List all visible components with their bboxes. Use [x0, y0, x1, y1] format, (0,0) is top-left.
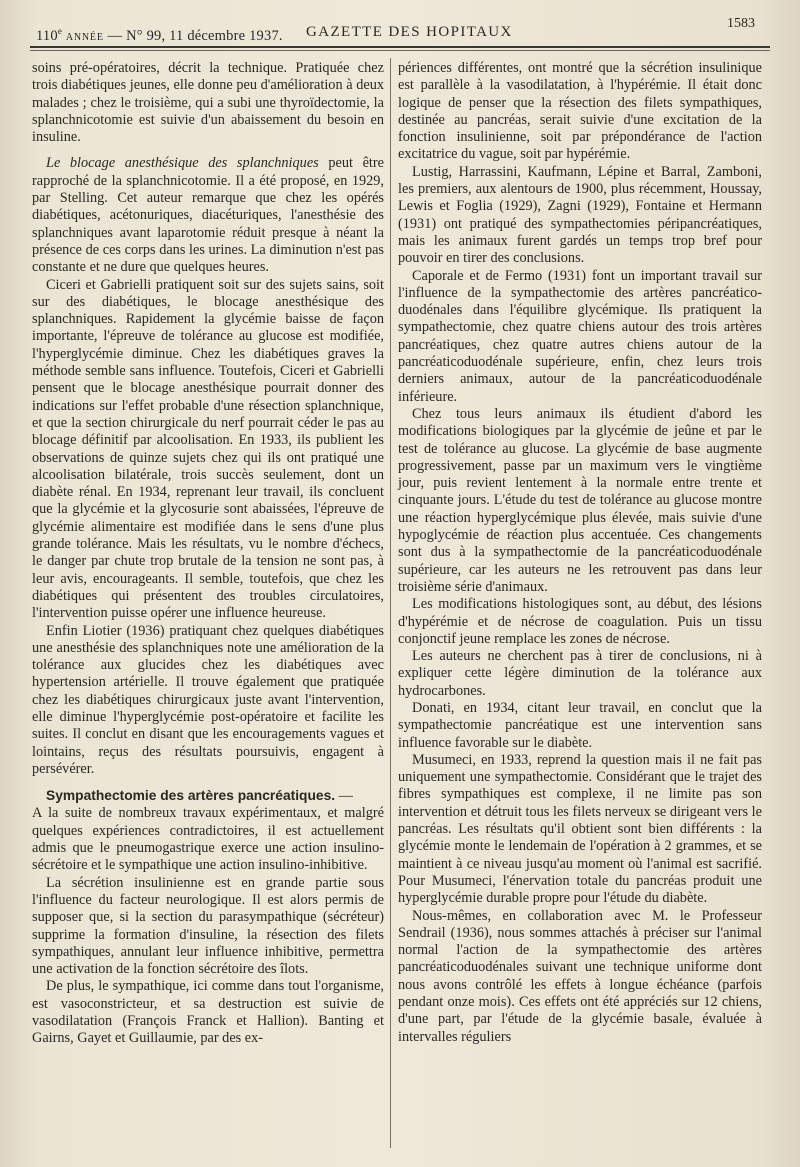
volume-word: ANNÉE	[65, 31, 104, 43]
paragraph: Caporale et de Fermo (1931) font un important travail sur l'influence de la sympathectomie des artères pancréatico-duodénales dans l'équilibre glycémique. Ils pratiquent la sympathectomie, chez quatre chiens autour des trois artères pancréatiques, chez quatre autres chiens autour de la pancréaticoduodénale supérieure, enfin, chez leurs trois derniers animaux, autour de la pancréaticoduodénale inférieure.	[398, 267, 762, 405]
paragraph: Ciceri et Gabrielli pratiquent soit sur des sujets sains, soit sur des diabétiques, le blocage anesthésique des splanchniques. Rapidement la glycémie baisse de façon importante, l'épreuve de tolérance au glucose est modifiée, l'hyperglycémie diminue. Chez les diabétiques graves la méthode semble sans influence. Toutefois, Ciceri et Gabrielli pensent que le blocage anesthésique pourrait donner des indications sur l'effet probable d'une résection splanchnique, et que la section chirurgicale du nerf pourrait céder le pas au blocage définitif par alcoolisation. En 1933, ils publient les observations de quinze sujets chez qui ils ont pratiqué une alcoolisation bilatérale, trois succès seulement, dont un diabète rénal. En 1934, reprenant leur travail, ils concluent que la glycémie et la glycosurie sont abaissées, l'épreuve de glycémie alimentaire est modifiée dans le sens d'une plus grande tolérance. Mais les résultats, vu le nombre d'échecs, le danger par chute trop brutale de la tension ne sont pas, à leur avis, encourageants. Il semble, toutefois, que chez les diabétiques qui présentent des troubles circulatoires, l'intervention puisse opérer une influence heureuse.	[32, 276, 384, 622]
header-rule	[30, 46, 770, 48]
column-divider	[390, 58, 391, 1148]
paragraph: La sécrétion insulinienne est en grande partie sous l'influence du facteur neurologique. Il est alors permis de supposer que, si la section du parasympathique (sécréteur) supprime la formation d'insuline, la résection des filets sympathiques, annulant leur influence inhibitive, permettra une activation de la fonction sécrétoire des îlots.	[32, 874, 384, 978]
paragraph: A la suite de nombreux travaux expérimentaux, et malgré quelques expériences contradictoires, il est actuellement admis que le pneumogastrique exerce une action insulino-sécrétoire et le sympathique une action insulino-inhibitive.	[32, 805, 384, 874]
left-column	[32, 60, 384, 1048]
paragraph: Chez tous leurs animaux ils étudient d'abord les modifications biologiques par la glycémie de jeûne et par le test de tolérance au glucose. La glycémie de base augmente progressivement, passe par un maximum vers le vingtième jour, puis revient lentement à la normale entre trente et cinquante jours. L'étude du test de tolérance au glucose montre une réaction hyperglycémique plus élevée, mais suivie d'une hypoglycémie de réaction plus accentuée. Ces changements sont dus à la sympathectomie de la pancréaticoduodénale supérieure, car les auteurs ne les retrouvent pas dans leur troisième série d'animaux.	[398, 405, 762, 595]
section-heading-dash: —	[335, 788, 353, 805]
section-heading-line	[32, 787, 384, 805]
paragraph: De plus, le sympathique, ici comme dans tout l'organisme, est vasoconstricteur, et sa destruction est suivie de vasodilatation (François Franck et Hallion). Banting et Gairns, Gayet et Guillaumie, par des ex-	[32, 978, 384, 1047]
volume-number: 110	[36, 27, 58, 44]
issue-number-date: — N° 99, 11 décembre 1937.	[107, 27, 283, 44]
paragraph: Musumeci, en 1933, reprend la question mais il ne fait pas uniquement une sympathectomie. Considérant que le trajet des fibres sympathiques est complexe, il ne limite pas son intervention et détruit tous les filets nerveux se dirigeant vers le pancréas. Les résultats qu'il obtient sont bien différents : la glycémie monte le lendemain de l'opération à 2 grammes, et se maintient à ce niveau jusqu'au moment où l'animal est sacrifié. Pour Musumeci, l'énervation totale du pancréas produit une hyperglycémie durable propre pour l'étude du diabète.	[398, 751, 762, 907]
page-number: 1583	[727, 16, 755, 31]
paragraph-lead-italic: Le blocage anesthésique des splanchniques	[46, 155, 319, 172]
paragraph: Lustig, Harrassini, Kaufmann, Lépine et Barral, Zamboni, les premiers, aux alentours de 1900, plus récemment, Houssay, Lewis et Foglia (1929), Zagni (1929), Fontaine et Hermann (1931) ont pratiqué des sympathectomies péripancréatiques, mais les animaux furent gardés un temps trop bref pour pouvoir en tirer des conclusions.	[398, 163, 762, 267]
paragraph: Nous-mêmes, en collaboration avec M. le Professeur Sendrail (1936), nous sommes attachés à préciser sur l'animal normal l'action de la sympathectomie des artères pancréaticoduodénales suivant une technique uniforme dont nous avons contrôlé les effets à longue échéance (parfois pendant onze mois). Ces effets ont été appréciés sur 12 chiens, d'une part, par l'étude de la glycémie basale, évaluée à intervalles réguliers	[398, 907, 762, 1045]
paragraph-body: peut être rapproché de la splanchnicotomie. Il a été proposé, en 1929, par Stelling. Cet auteur remarque que chez les opérés diabétiques, acétonuriques, diacéturiques, l'anesthésie des splanchniques avant laparotomie réduit presque à néant la présence de ces corps dans les urines. La diminution n'est pas constante et ne dure que quelques heures.	[32, 155, 385, 276]
header-rule-thin	[30, 50, 770, 51]
volume-suffix: e	[57, 26, 63, 36]
section-heading: Sympathectomie des artères pancréatiques.	[46, 788, 336, 804]
paragraph-blocage	[32, 155, 384, 276]
paragraph: Les auteurs ne cherchent pas à tirer de conclusions, ni à expliquer cette légère diminution de la tolérance aux hydrocarbones.	[398, 648, 762, 699]
paragraph: Donati, en 1934, citant leur travail, en conclut que la sympathectomie pancréatique est une intervention sans influence favorable sur le diabète.	[398, 699, 762, 751]
journal-title: GAZETTE DES HOPITAUX	[306, 24, 513, 40]
paragraph: Les modifications histologiques sont, au début, des lésions d'hypérémie et de nécrose de coagulation. Puis un tissu conjonctif jeune remplace les zones de nécrose.	[398, 596, 762, 647]
right-column	[398, 60, 762, 1046]
paragraph: soins pré-opératoires, décrit la technique. Pratiquée chez trois diabétiques jeunes, elle donne peu d'amélioration à deux malades ; chez le troisième, qui a subi une thyroïdectomie, la splanchnicotomie est suivie d'un abaissement du besoin en insuline.	[32, 60, 384, 146]
paragraph: Enfin Liotier (1936) pratiquant chez quelques diabétiques une anesthésie des splanchniques note une amélioration de la tolérance aux glucides chez les diabétiques avec hypertension artérielle. Il trouve également que pratiquée chez les diabétiques chirurgicaux juste avant l'intervention, elle diminue l'hyperglycémie post-opératoire et facilite les suites. Il conclut en disant que les encouragements vagues et lointains, reçus des résultats poursuivis, engagent à persévérer.	[32, 622, 384, 777]
page-header	[0, 8, 800, 44]
paragraph: périences différentes, ont montré que la sécrétion insulinique est parallèle à la vasodilatation, à l'hypérémie. Il était donc logique de penser que la résection des filets sympathiques, destinée au pancréas, serait suivie d'une excitation de la fonction insulinienne, soit par prépondérance de l'action excitatrice du vague, soit par hypérémie.	[398, 60, 762, 163]
issue-info	[36, 26, 283, 45]
